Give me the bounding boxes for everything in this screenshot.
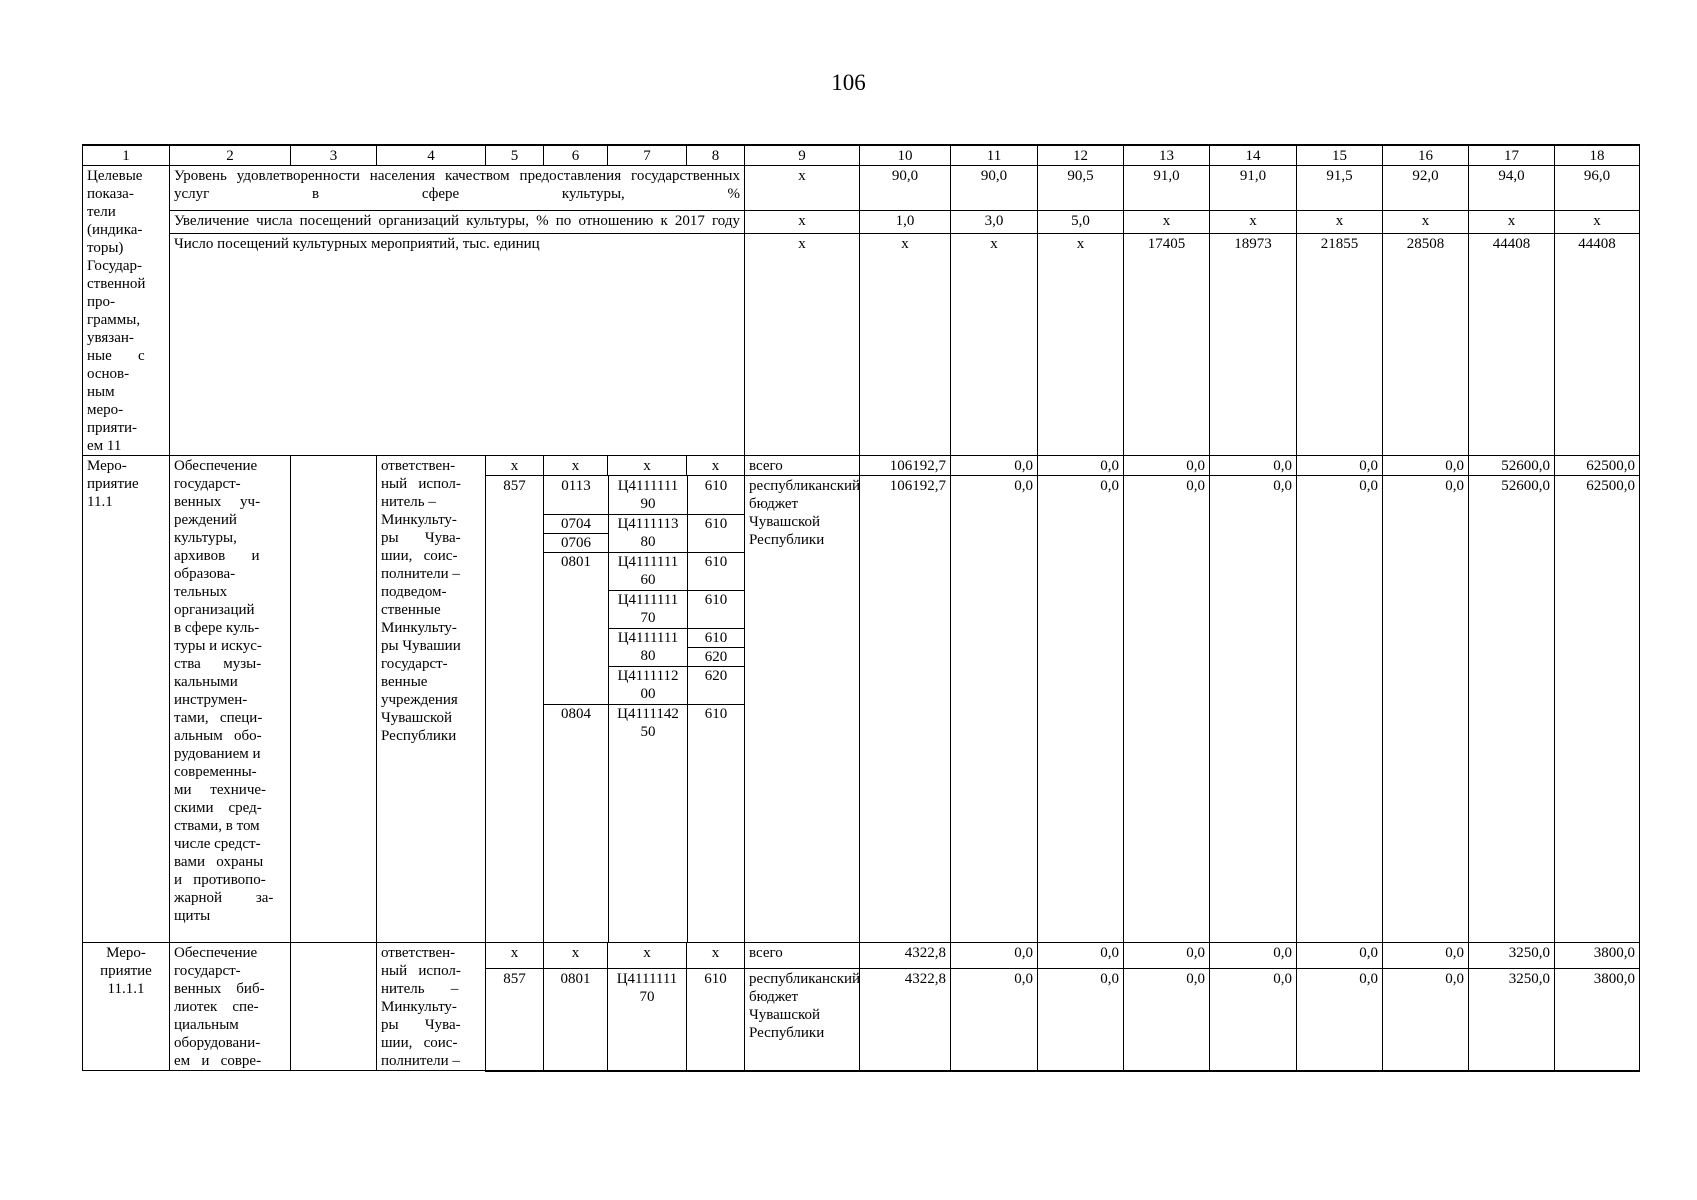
text-line: альным обо- bbox=[174, 728, 262, 744]
page-number: 106 bbox=[831, 70, 866, 95]
value-cell: 17405 bbox=[1124, 234, 1210, 456]
measure-11-1-1-total-row bbox=[83, 943, 1640, 969]
value-cell: 0,0 bbox=[1297, 969, 1383, 1071]
value-cell: 62500,0 bbox=[1555, 476, 1640, 943]
value-cell: 0,0 bbox=[1210, 456, 1297, 476]
budget-code-text: 620 bbox=[704, 649, 728, 665]
text-line: оборудовани- bbox=[174, 1035, 261, 1051]
value-cell: 0,0 bbox=[1297, 943, 1383, 969]
target-row-3-text: Число посещений культурных мероприятий, тыс. единиц bbox=[170, 234, 745, 456]
budget-codes-block bbox=[544, 476, 745, 943]
budget-code-text: Ц4111142 50 bbox=[617, 706, 679, 740]
column-header-11: 11 bbox=[951, 145, 1038, 166]
text-line: учреждения bbox=[381, 692, 458, 708]
text-line: венных биб- bbox=[174, 981, 265, 997]
value-cell: 3800,0 bbox=[1555, 969, 1640, 1071]
measure-11-1-1-label bbox=[83, 943, 170, 1071]
text-line: жарной за- bbox=[174, 890, 274, 906]
value-cell: 0,0 bbox=[1383, 456, 1469, 476]
column-header-15: 15 bbox=[1297, 145, 1383, 166]
cell-col7: х bbox=[608, 456, 687, 476]
text-line: скими сред- bbox=[174, 800, 262, 816]
text-line: 11.1 bbox=[87, 494, 113, 510]
text-line: ры Чува- bbox=[381, 530, 461, 546]
text-line: архивов и bbox=[174, 548, 260, 564]
value-cell: 4322,8 bbox=[860, 943, 951, 969]
text-line: туры и искус- bbox=[174, 638, 262, 654]
text-line: ответствен- bbox=[381, 458, 456, 474]
column-header-8: 8 bbox=[687, 145, 745, 166]
value-cell: х bbox=[1469, 210, 1555, 233]
value-cell: 44408 bbox=[1469, 234, 1555, 456]
text-line: тельных bbox=[174, 584, 228, 600]
column-header-6: 6 bbox=[544, 145, 608, 166]
text-line: приятие bbox=[87, 476, 139, 492]
text-line: щиты bbox=[174, 908, 211, 924]
value-cell: 91,5 bbox=[1297, 166, 1383, 211]
cell-col5: х bbox=[486, 943, 544, 969]
budget-code-text: 610 bbox=[704, 592, 728, 608]
value-cell: х bbox=[1124, 210, 1210, 233]
value-cell: х bbox=[1038, 234, 1124, 456]
text-line: ственной bbox=[87, 276, 146, 292]
value-cell: 0,0 bbox=[1383, 943, 1469, 969]
column-header-13: 13 bbox=[1124, 145, 1210, 166]
measure-11-1-1-responsible bbox=[377, 943, 486, 1071]
value-cell: 4322,8 bbox=[860, 969, 951, 1071]
column-header-2: 2 bbox=[170, 145, 291, 166]
value-cell: 91,0 bbox=[1124, 166, 1210, 211]
text-line: государст- bbox=[381, 656, 448, 672]
text-line: полнители – bbox=[381, 1053, 460, 1069]
measure-11-1-col3 bbox=[291, 456, 377, 943]
value-cell: 62500,0 bbox=[1555, 456, 1640, 476]
text-line: организаций bbox=[174, 602, 255, 618]
budget-code-text: 610 bbox=[704, 516, 728, 532]
value-cell: 0,0 bbox=[1297, 456, 1383, 476]
text-line: венные bbox=[381, 674, 428, 690]
measure-11-1-responsible bbox=[377, 456, 486, 943]
text-line: тами, специ- bbox=[174, 710, 263, 726]
cell-col8: х bbox=[687, 943, 745, 969]
measure-11-1-name bbox=[170, 456, 291, 943]
value-cell: 1,0 bbox=[860, 210, 951, 233]
column-header-4: 4 bbox=[377, 145, 486, 166]
text-line: Минкульту- bbox=[381, 512, 457, 528]
value-cell: 0,0 bbox=[1124, 456, 1210, 476]
column-header-9: 9 bbox=[745, 145, 860, 166]
text-line: ные с bbox=[87, 348, 145, 364]
program-table bbox=[82, 144, 1640, 1072]
target-row-3-col9: х bbox=[745, 234, 860, 456]
value-cell: 90,0 bbox=[951, 166, 1038, 211]
value-cell: 90,0 bbox=[860, 166, 951, 211]
column-header-10: 10 bbox=[860, 145, 951, 166]
text-line: увязан- bbox=[87, 330, 134, 346]
budget-code-text: Ц4111111 70 bbox=[617, 592, 679, 626]
value-cell: 92,0 bbox=[1383, 166, 1469, 211]
text-line: кальными bbox=[174, 674, 238, 690]
funding-source: всего bbox=[745, 456, 860, 476]
text-line: ный испол- bbox=[381, 476, 461, 492]
text-line: торы) bbox=[87, 240, 124, 256]
value-cell: 0,0 bbox=[1210, 969, 1297, 1071]
text-line: культуры, bbox=[174, 530, 237, 546]
column-header-1: 1 bbox=[83, 145, 170, 166]
cell-col5: х bbox=[486, 456, 544, 476]
value-cell: 0,0 bbox=[1124, 476, 1210, 943]
budget-code-text: 610 bbox=[704, 554, 728, 570]
column-header-14: 14 bbox=[1210, 145, 1297, 166]
text-line: государст- bbox=[174, 476, 241, 492]
text-line: Минкульту- bbox=[381, 620, 457, 636]
value-cell: 0,0 bbox=[1124, 969, 1210, 1071]
text-line: инструмен- bbox=[174, 692, 248, 708]
value-cell: х bbox=[1383, 210, 1469, 233]
text-line: шии, соис- bbox=[381, 548, 458, 564]
cell-col5: 857 bbox=[486, 969, 544, 1071]
measure-11-1-total-row bbox=[83, 456, 1640, 476]
value-cell: х bbox=[860, 234, 951, 456]
value-cell: 28508 bbox=[1383, 234, 1469, 456]
budget-code-text: 0706 bbox=[561, 535, 591, 551]
cell-col7: х bbox=[608, 943, 687, 969]
text-line: 11.1.1 bbox=[107, 981, 145, 997]
text-line: Меро- bbox=[106, 945, 146, 961]
text-line: в сфере куль- bbox=[174, 620, 260, 636]
value-cell: 0,0 bbox=[1038, 969, 1124, 1071]
text-line: нитель – bbox=[381, 981, 459, 997]
text-line: Целевые bbox=[87, 168, 143, 184]
header-row bbox=[83, 145, 1640, 166]
column-header-16: 16 bbox=[1383, 145, 1469, 166]
budget-code-text: Ц4111111 90 bbox=[617, 478, 679, 512]
text-line: Государ- bbox=[87, 258, 143, 274]
value-cell: 0,0 bbox=[1038, 943, 1124, 969]
value-cell: 94,0 bbox=[1469, 166, 1555, 211]
text-line: и противопо- bbox=[174, 872, 266, 888]
value-cell: х bbox=[951, 234, 1038, 456]
text-line: приятие bbox=[100, 963, 152, 979]
value-cell: 3250,0 bbox=[1469, 969, 1555, 1071]
text-line: про- bbox=[87, 294, 116, 310]
value-cell: 44408 bbox=[1555, 234, 1640, 456]
text-line: образова- bbox=[174, 566, 236, 582]
cell-col5: 857 bbox=[486, 476, 544, 943]
target-row-2 bbox=[83, 210, 1640, 233]
budget-code-text: Ц4111111 80 bbox=[617, 630, 679, 664]
text-line: ем 11 bbox=[87, 438, 122, 454]
text-line: ный испол- bbox=[381, 963, 461, 979]
text-line: нитель – bbox=[381, 494, 436, 510]
text-line: Республики bbox=[381, 728, 457, 744]
text-line: показа- bbox=[87, 186, 134, 202]
value-cell: 0,0 bbox=[1210, 943, 1297, 969]
cell-col8: х bbox=[687, 456, 745, 476]
cell-col6: х bbox=[544, 943, 608, 969]
text-line: ответствен- bbox=[381, 945, 456, 961]
text-line: шии, соис- bbox=[381, 1035, 458, 1051]
value-cell: 52600,0 bbox=[1469, 476, 1555, 943]
cell-col7: Ц4111111 70 bbox=[608, 969, 687, 1071]
text-line: Меро- bbox=[87, 458, 127, 474]
text-line: прияти- bbox=[87, 420, 138, 436]
budget-code-text: 0704 bbox=[561, 516, 591, 532]
text-line: полнители – bbox=[381, 566, 460, 582]
text-line: ры Чувашии bbox=[381, 638, 461, 654]
cell-col6: 0801 bbox=[544, 969, 608, 1071]
text-line: рудованием и bbox=[174, 746, 261, 762]
text-line: тели bbox=[87, 204, 116, 220]
budget-code-text: 610 bbox=[704, 630, 728, 646]
text-line: Обеспечение bbox=[174, 945, 258, 961]
measure-11-1-label bbox=[83, 456, 170, 943]
text-line: граммы, bbox=[87, 312, 141, 328]
value-cell: 0,0 bbox=[1297, 476, 1383, 943]
column-header-5: 5 bbox=[486, 145, 544, 166]
budget-code-text: Ц4111112 00 bbox=[617, 668, 679, 702]
text-line: Чувашской bbox=[381, 710, 453, 726]
budget-code-text: 610 bbox=[704, 706, 728, 722]
target-row-1-col9: х bbox=[745, 166, 860, 211]
budget-code-text: 610 bbox=[704, 478, 728, 494]
value-cell: х bbox=[1210, 210, 1297, 233]
budget-code-text: 0801 bbox=[561, 554, 591, 570]
value-cell: 0,0 bbox=[1210, 476, 1297, 943]
text-line: вами охраны bbox=[174, 854, 264, 870]
budget-code-text: Ц4111111 60 bbox=[617, 554, 679, 588]
value-cell: 0,0 bbox=[951, 476, 1038, 943]
column-header-17: 17 bbox=[1469, 145, 1555, 166]
text-line: современны- bbox=[174, 764, 257, 780]
text-line: числе средст- bbox=[174, 836, 261, 852]
value-cell: 96,0 bbox=[1555, 166, 1640, 211]
funding-source: республиканский бюджет Чувашской Республики bbox=[745, 476, 860, 943]
value-cell: 18973 bbox=[1210, 234, 1297, 456]
measure-11-1-1-col3 bbox=[291, 943, 377, 1071]
column-header-12: 12 bbox=[1038, 145, 1124, 166]
target-row-3 bbox=[83, 234, 1640, 456]
text-line: ствами, в том bbox=[174, 818, 260, 834]
value-cell: 0,0 bbox=[951, 969, 1038, 1071]
column-header-3: 3 bbox=[291, 145, 377, 166]
text-line: циальным bbox=[174, 1017, 239, 1033]
text-line: ры Чува- bbox=[381, 1017, 461, 1033]
value-cell: 0,0 bbox=[1124, 943, 1210, 969]
text-line: ства музы- bbox=[174, 656, 262, 672]
text-line: государст- bbox=[174, 963, 241, 979]
text-line: ми техниче- bbox=[174, 782, 267, 798]
value-cell: 0,0 bbox=[1038, 456, 1124, 476]
column-header-7: 7 bbox=[608, 145, 687, 166]
value-cell: х bbox=[1555, 210, 1640, 233]
column-header-18: 18 bbox=[1555, 145, 1640, 166]
value-cell: 90,5 bbox=[1038, 166, 1124, 211]
text-line: подведом- bbox=[381, 584, 447, 600]
text-line: ственные bbox=[381, 602, 441, 618]
text-line: ным bbox=[87, 384, 115, 400]
funding-source: всего bbox=[745, 943, 860, 969]
measure-11-1-1-name bbox=[170, 943, 291, 1071]
value-cell: 5,0 bbox=[1038, 210, 1124, 233]
budget-codes-text bbox=[561, 478, 727, 740]
value-cell: 0,0 bbox=[1383, 476, 1469, 943]
target-row-2-col9: х bbox=[745, 210, 860, 233]
text-line: Обеспечение bbox=[174, 458, 258, 474]
budget-code-text: Ц4111113 80 bbox=[617, 516, 679, 550]
value-cell: 3250,0 bbox=[1469, 943, 1555, 969]
text-line: ем и совре- bbox=[174, 1053, 262, 1069]
text-line: (индика- bbox=[87, 222, 143, 238]
text-line: венных уч- bbox=[174, 494, 261, 510]
text-line: лиотек спе- bbox=[174, 999, 259, 1015]
value-cell: 3800,0 bbox=[1555, 943, 1640, 969]
cell-col6: х bbox=[544, 456, 608, 476]
value-cell: 3,0 bbox=[951, 210, 1038, 233]
value-cell: 91,0 bbox=[1210, 166, 1297, 211]
target-row-1-text: Уровень удовлетворенности населения качеством предоставления государственных услуг в сфере культуры, % bbox=[170, 166, 745, 211]
text-line: основ- bbox=[87, 366, 130, 382]
funding-source: республиканский бюджет Чувашской Республики bbox=[745, 969, 860, 1071]
budget-codes-grid bbox=[544, 476, 745, 942]
text-line: реждений bbox=[174, 512, 237, 528]
value-cell: 0,0 bbox=[1038, 476, 1124, 943]
text-line: Минкульту- bbox=[381, 999, 457, 1015]
text-line: меро- bbox=[87, 402, 124, 418]
budget-code-text: 0113 bbox=[561, 478, 591, 494]
value-cell: х bbox=[1297, 210, 1383, 233]
value-cell: 0,0 bbox=[951, 943, 1038, 969]
value-cell: 52600,0 bbox=[1469, 456, 1555, 476]
budget-code-text: 620 bbox=[704, 668, 728, 684]
target-row-2-text: Увеличение числа посещений организаций культуры, % по отношению к 2017 году bbox=[170, 210, 745, 233]
value-cell: 21855 bbox=[1297, 234, 1383, 456]
target-label bbox=[83, 166, 170, 456]
target-row-1 bbox=[83, 166, 1640, 211]
budget-code-text: 0804 bbox=[561, 706, 591, 722]
cell-col8: 610 bbox=[687, 969, 745, 1071]
value-cell: 106192,7 bbox=[860, 476, 951, 943]
value-cell: 0,0 bbox=[1383, 969, 1469, 1071]
value-cell: 106192,7 bbox=[860, 456, 951, 476]
value-cell: 0,0 bbox=[951, 456, 1038, 476]
